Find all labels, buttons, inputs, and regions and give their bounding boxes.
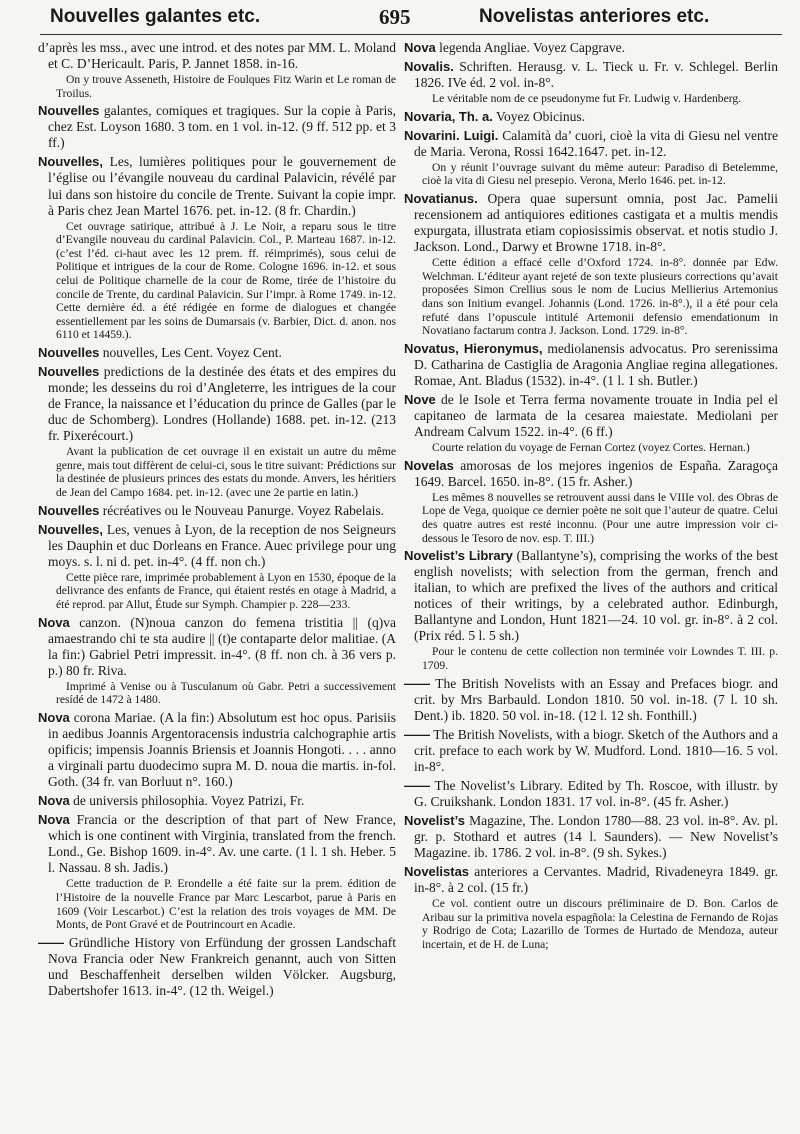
entry-body: Gründliche History von Erfündung der grossen Landschaft Nova Francia oder New Frankreich genannt, auch von Sitten und Beschaffenheit derselben wilden Völcker. Augsburg, Dabertshofer 1613. in-4°. (12 th. Weigel.) — [48, 934, 396, 998]
bibliography-entry — [404, 548, 778, 672]
bibliography-entry — [404, 128, 778, 188]
entry-body: mediolanensis advocatus. Pro serenissima D. Catharina de Castiglia de Aragonia Angliae regina allegationes. Romae, Ant. Bladus (1532). in-4°. (1 l. 1 sh. Butler.) — [414, 340, 778, 388]
entry-body: Francia or the description of that part of New France, which is one continent with Virginia, translated from the french. Lond., Ge. Bishop 1609. in-4°. Av. une carte. (1 l. 1 sh. Heber. 5 l. Nassau. 8 sh. Jadis.) — [48, 812, 396, 876]
entry-note: Les mêmes 8 nouvelles se retrouvent aussi dans le VIIIe vol. des Obras de Lope de Vega, quoique ce dernier poète ne soit que l’auteur de quatre. Celui des quatre autres est resté inconnu. (Pour une autre impression voir ci-dessous le Tesoro de nov. esp. T. III.) — [422, 490, 778, 545]
bibliography-entry — [38, 40, 396, 100]
bibliography-entry — [404, 392, 778, 455]
entry-body: Les, venues à Lyon, de la reception de nos Seigneurs les Dauphin et duc Dorleans en France. Auec privilege pour ung moys. s. l. ni d. pet. in-4°. (4 ff. non ch.) — [48, 521, 396, 569]
entry-note: Imprimé à Venise ou à Tusculanum où Gabr. Petri a successivement resídé de 1472 à 1480. — [56, 679, 396, 707]
bibliography-entry — [38, 710, 396, 790]
entry-note: Avant la publication de cet ouvrage il en existait un autre du même genre, mais tout diffèrent de celui-ci, sous le titre suivant: Prédictions sur la destinée de plusieurs princes des estats du monde. Anvers, les héritiers de Jean del Campo 1684. pet. in-12. (avec une 2e partie en latin.) — [56, 445, 396, 500]
entry-lemma: Novelist’s Library — [404, 548, 513, 564]
entry-note: Cet ouvrage satirique, attribué à J. Le Noir, a reparu sous le titre d’Evangile nouveau du cardinal Palavicin. Col., P. Marteau 1687. in-12. (c’est l’éd. ci-haut avec les 12 prem. ff. réimprimés), sous celui de Politique et intrigues de la cour de Rome. Cologne 1696. in-12. et sous celui de Politique charnelle de la cour de Rome, tirée de l’histoire du concile de Trente, du cardinal Palavicin. Sur l’impr. à Rome 1749. in-12. Cette dernière éd. a été rédigée en forme de dialogues et changée essentiellement par les soins de Dumarsais (v. Barbier, Dict. d. anon. nos 6110 et 14459.). — [56, 219, 396, 342]
entry-body: corona Mariae. (A la fin:) Absolutum est hoc opus. Parisiis in aedibus Joannis Argentoracensis industria calchographie artis opificis; impensis Joannis Briensis et Joannis Hongoti. . . . anno a virginali partu duodecimo supra M. D. noua die martis. in-fol. Goth. (34 fr. van Borluut n°. 160.) — [48, 709, 396, 790]
entry-lemma: Nove — [404, 391, 436, 407]
bibliography-entry — [404, 59, 778, 106]
entry-body: Schriften. Herausg. v. L. Tieck u. Fr. v. Schlegel. Berlin 1826. IVe éd. 2 vol. in-8°. — [414, 59, 778, 91]
left-column — [38, 40, 396, 1002]
entry-lemma: Novarini. Luigi. — [404, 127, 499, 143]
bibliography-entry — [404, 778, 778, 810]
bibliography-entry — [404, 40, 778, 56]
bibliography-entry — [38, 793, 396, 809]
entry-lemma: —— — [38, 934, 64, 950]
entry-body: de universis philosophia. Voyez Patrizi, Fr. — [69, 793, 305, 809]
entry-lemma: Novaria, Th. a. — [404, 108, 493, 124]
entry-body: nouvelles, Les Cent. Voyez Cent. — [99, 344, 282, 360]
entry-note: Pour le contenu de cette collection non terminée voir Lowndes T. III. p. 1709. — [422, 645, 778, 673]
entry-note: Le véritable nom de ce pseudonyme fut Fr. Ludwig v. Hardenberg. — [432, 92, 742, 106]
bibliography-entry — [38, 503, 396, 519]
entry-lemma: Nova — [38, 793, 70, 809]
entry-lemma: Novelist’s — [404, 813, 465, 828]
header-rule — [40, 34, 782, 35]
entry-note: On y trouve Asseneth, Histoire de Foulques Fitz Warin et Le roman de Troilus. — [56, 73, 396, 100]
entry-note: Ce vol. contient outre un discours préliminaire de D. Bon. Carlos de Aribau sur la primitiva novela espagñola: la Celestina de Fernando de Rojas y Rodrigo de Cota; Lazarillo de Tormes de Hurtado de Mendoza, auteur incertain, et de H. de Luna; — [422, 897, 778, 952]
entry-body: d’après les mss., avec une introd. et des notes par MM. L. Moland et C. D’Hericault. Paris, P. Jannet 1858. in-16. — [38, 40, 396, 72]
entry-lemma: Novelas — [404, 457, 454, 473]
entry-lemma: —— — [404, 675, 430, 691]
bibliography-entry — [38, 364, 396, 500]
entry-body: predictions de la destinée des états et des empires du monde; les desseins du roi d’Angleterre, les intrigues de la cour de France, la naissance et l’éducation du prince de Galles (par le duc de Schomberg). Londres (Hollande) 1688. pet. in-12. (213 fr. Pixerécourt.) — [48, 364, 396, 444]
bibliography-entry — [404, 864, 778, 951]
entry-body: The Novelist’s Library. Edited by Th. Roscoe, with illustr. by G. Cruikshank. London 1831. 17 vol. in-8°. (45 fr. Asher.) — [414, 777, 778, 809]
entry-lemma: Novatianus. — [404, 191, 478, 207]
bibliography-entry — [404, 727, 778, 775]
entry-lemma: Nouvelles — [38, 502, 100, 518]
entry-body: (Ballantyne’s), comprising the works of the best english novelists; with selection from the german, french and italian, to which are prefixed the lives of the authors and critical notices of their writings, by a celebrated author. Edinburgh, Ballantyne and London, Hunt 1821—24. 10 vol. gr. in-8°. à 2 col. (Prix réd. 5 l. 5 sh.) — [414, 548, 778, 644]
bibliography-entry — [38, 812, 396, 932]
entry-lemma: —— — [404, 726, 430, 742]
entry-lemma: Novatus, Hieronymus, — [404, 340, 543, 356]
entry-lemma: Nouvelles, — [38, 521, 104, 537]
page-number: 695 — [379, 4, 411, 29]
header-left: Nouvelles galantes etc. — [50, 6, 261, 27]
bibliography-entry — [38, 103, 396, 151]
entry-lemma: Nouvelles — [38, 364, 100, 379]
bibliography-entry — [38, 935, 396, 999]
bibliography-entry — [404, 676, 778, 724]
entry-body: The British Novelists, with a biogr. Sketch of the Authors and a crit. preface to each work by W. Mudford. Lond. 1810—16. 5 vol. in-8°. — [414, 726, 778, 774]
entry-body: galantes, comiques et tragiques. Sur la copie à Paris, chez Est. Loyson 1680. 3 tom. en 1 vol. in-12. (9 ff. 512 pp. et 3 ff.) — [48, 103, 396, 151]
entry-body: Les, lumières politiques pour le gouvernement de l’église ou l’évangile nouveau du cardinal Palavicin, révélé par lui dans son histoire du concile de Trente. Suivant la copie impr. à Paris chez Jean Martel 1676. pet. in-12. (8 fr. Chardin.) — [48, 154, 396, 218]
bibliography-entry — [404, 813, 778, 861]
entry-note: On y réunit l’ouvrage suivant du même auteur: Paradiso di Betelemme, cioè la vita di Giesu nel presepio. Verona, Merlo 1646. pet. in-12. — [422, 160, 778, 188]
entry-body: récréatives ou le Nouveau Panurge. Voyez Rabelais. — [99, 502, 384, 518]
bibliography-entry — [38, 522, 396, 612]
entry-body: Calamità da’ cuori, cioè la vita di Giesu nel ventre de Maria. Verona, Rossi 1642.1647. pet. in-12. — [414, 127, 778, 159]
entry-lemma: Nova — [38, 812, 70, 828]
entry-body: The British Novelists with an Essay and Prefaces biogr. and crit. by Mrs Barbauld. London 1810. 50 vol. in-18. (7 l. 10 sh. Dent.) ib. 1820. 50 vol. in-18. (12 l. 12 sh. Fonthill.) — [414, 675, 778, 723]
entry-body: canzon. (N)noua canzon do femena tristitia || (q)va amaestrando chi te sta audire || (t)e contaparte delor malitiae. (A la fin:) Gabriel Petri impressit. in-4°. (8 ff. non ch. à 36 vers p. p.) 80 fr. Riva. — [48, 614, 396, 678]
right-column — [404, 40, 778, 955]
entry-lemma: Nouvelles — [38, 344, 100, 360]
header-right: Novelistas anteriores etc. — [479, 6, 710, 27]
entry-lemma: Nova — [404, 40, 436, 55]
entry-lemma: Nova — [38, 709, 70, 725]
entry-note: Cette traduction de P. Erondelle a été faite sur la prem. édition de l’Histoire de la nouvelle France par Marc Lescarbot, parue à Paris en 1609 (Voir Lescarbot.) C’est la relation des trois voyages de MM. De Monts, de Pont Gravé et de Poutrincourt en Acadie. — [56, 877, 396, 932]
bibliography-entry — [38, 615, 396, 707]
entry-body: Opera quae supersunt omnia, post Jac. Pamelii recensionem ad antiquiores editiones castigata et a multis mendis expurgata, illustrata etiam copiosissimis observat. et notis studio J. Jackson. Lond., Darwy et Browne 1718. in-8°. — [414, 191, 778, 255]
bibliography-entry — [38, 154, 396, 342]
entry-lemma: Nouvelles, — [38, 154, 104, 170]
bibliography-entry — [404, 341, 778, 389]
entry-lemma: —— — [404, 777, 430, 793]
entry-body: Magazine, The. London 1780—88. 23 vol. in-8°. Av. pl. gr. p. Stothard et autres (14 l. Saunders). — New Novelist’s Magazine. ib. 1786. 2 vol. in-8°. (9 sh. Sykes.) — [414, 813, 778, 861]
bibliography-entry — [404, 109, 778, 125]
entry-note: Courte relation du voyage de Fernan Cortez (voyez Cortes. Hernan.) — [432, 441, 750, 455]
entry-note: Cette édition a effacé celle d’Oxford 1724. in-8°. donnée par Edw. Welchman. L’éditeur ayant rejeté de son texte plusieurs corrections qu’avait proposées Simon Crellius sous le nom de Lucius Mellierius Artemonius dans son Initium evangel. Johannis (Lond. 1726. in-8°.), il a été pour cela refuté dans l’opuscule intitulé Artemonii defensio emendationum in Novatiano factarum contra J. Jackson. Lond. 1729. in-8°. — [422, 256, 778, 338]
entry-lemma: Novalis. — [404, 59, 454, 75]
entry-body: de le Isole et Terra ferma novamente trouate in India pel el capitaneo de larmata de la cesarea maiestate. Mediolani per Andream Calvum 1522. in-4°. (6 ff.) — [414, 391, 778, 440]
entry-lemma: Novelistas — [404, 864, 470, 880]
bibliography-entry — [404, 191, 778, 338]
entry-body: Voyez Obicinus. — [492, 108, 585, 124]
bibliography-entry — [404, 458, 778, 545]
bibliography-entry — [38, 345, 396, 361]
running-header — [36, 4, 786, 30]
entry-note: Cette pièce rare, imprimée probablement à Lyon en 1530, époque de la delivrance des enfants de France, qui étaient restés en otage à Madrid, a été reprod. par Allut, Étude sur Symph. Champier p. 228—233. — [56, 570, 396, 611]
entry-lemma: Nova — [38, 614, 70, 630]
entry-body: amorosas de los mejores ingenios de España. Zaragoça 1649. Barcel. 1650. in-8°. (15 fr. Asher.) — [414, 457, 778, 489]
entry-lemma: Nouvelles — [38, 103, 100, 119]
entry-body: anteriores a Cervantes. Madrid, Rivadeneyra 1849. gr. in-8°. à 2 col. (15 fr.) — [414, 864, 778, 896]
entry-body: legenda Angliae. Voyez Capgrave. — [435, 40, 625, 55]
